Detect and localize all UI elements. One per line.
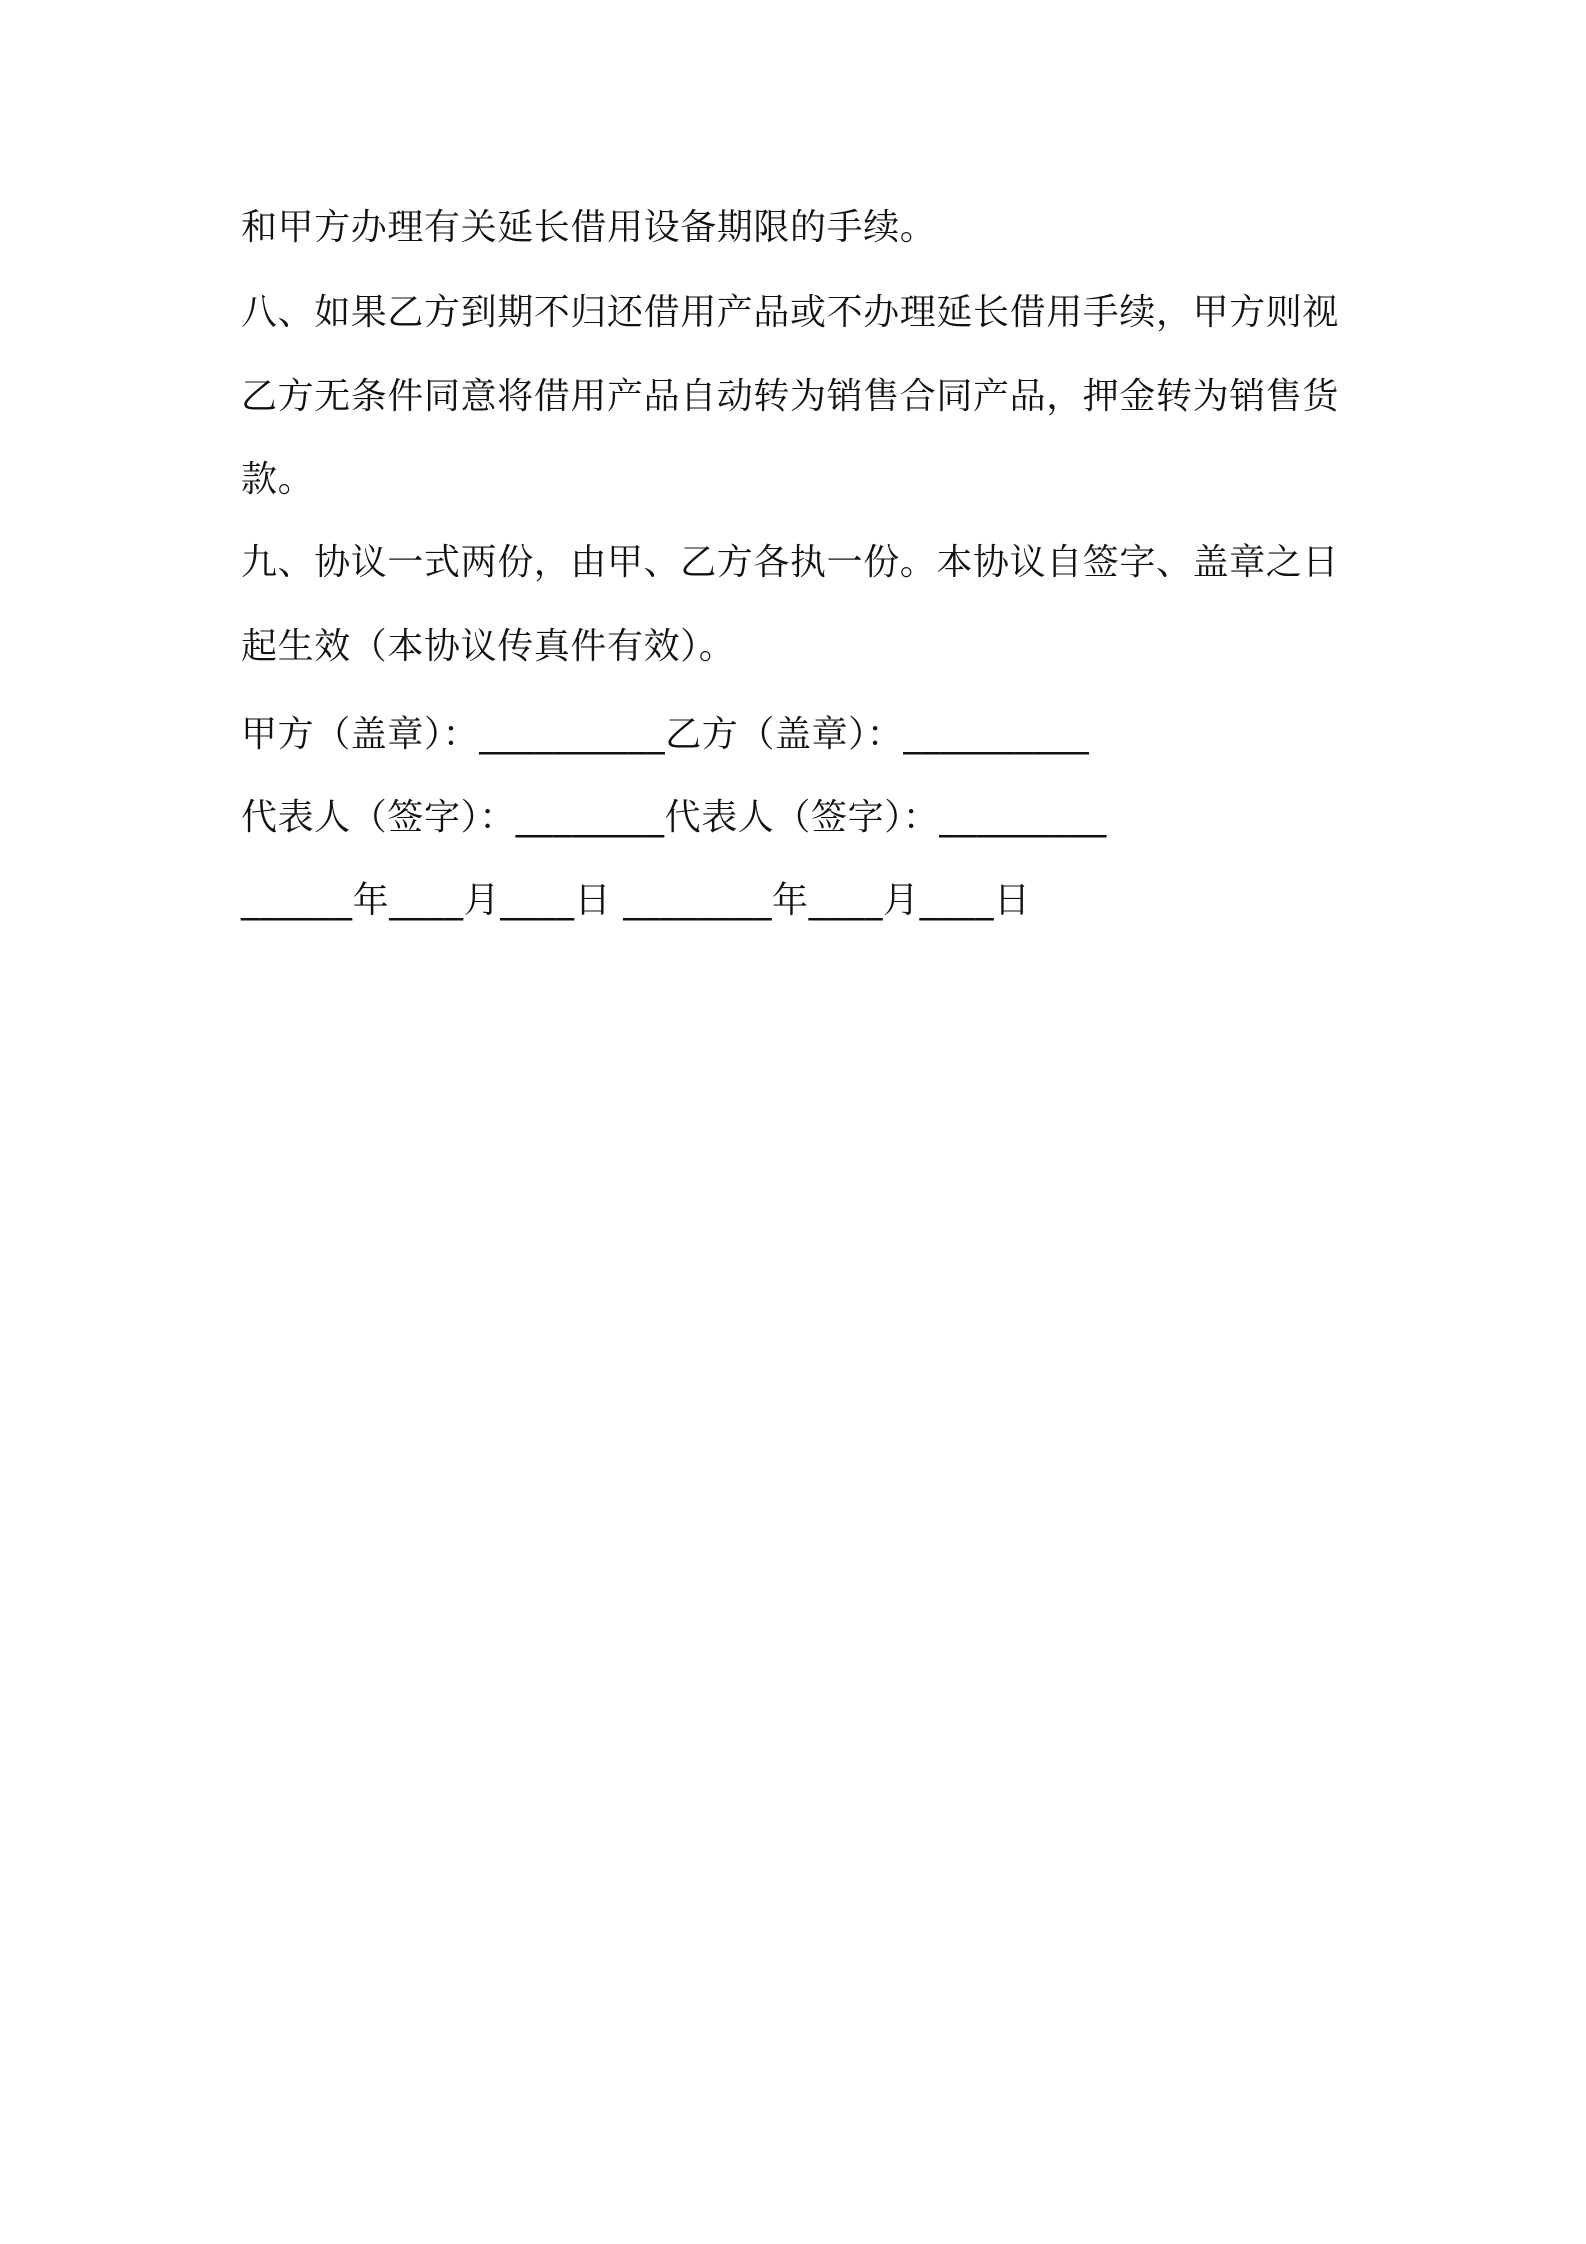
text-line-clause-nine-1: 九、协议一式两份，由甲、乙方各执一份。本协议自签字、盖章之日 xyxy=(241,542,1340,583)
signature-line-representatives: 代表人（签字）：________代表人（签字）：_________ xyxy=(241,797,1107,838)
text-line-clause-seven-end: 和甲方办理有关延长借用设备期限的手续。 xyxy=(241,207,937,248)
text-line-clause-eight-1: 八、如果乙方到期不归还借用产品或不办理延长借用手续，甲方则视 xyxy=(241,292,1340,333)
signature-line-seals: 甲方（盖章）：__________乙方（盖章）：__________ xyxy=(241,714,1090,755)
text-line-clause-nine-2: 起生效（本协议传真件有效）。 xyxy=(241,626,736,667)
text-line-clause-eight-2: 乙方无条件同意将借用产品自动转为销售合同产品，押金转为销售货 xyxy=(241,376,1340,417)
signature-line-dates: ______年____月____日 ________年____月____日 xyxy=(241,880,1031,921)
text-line-clause-eight-3: 款。 xyxy=(241,459,315,500)
